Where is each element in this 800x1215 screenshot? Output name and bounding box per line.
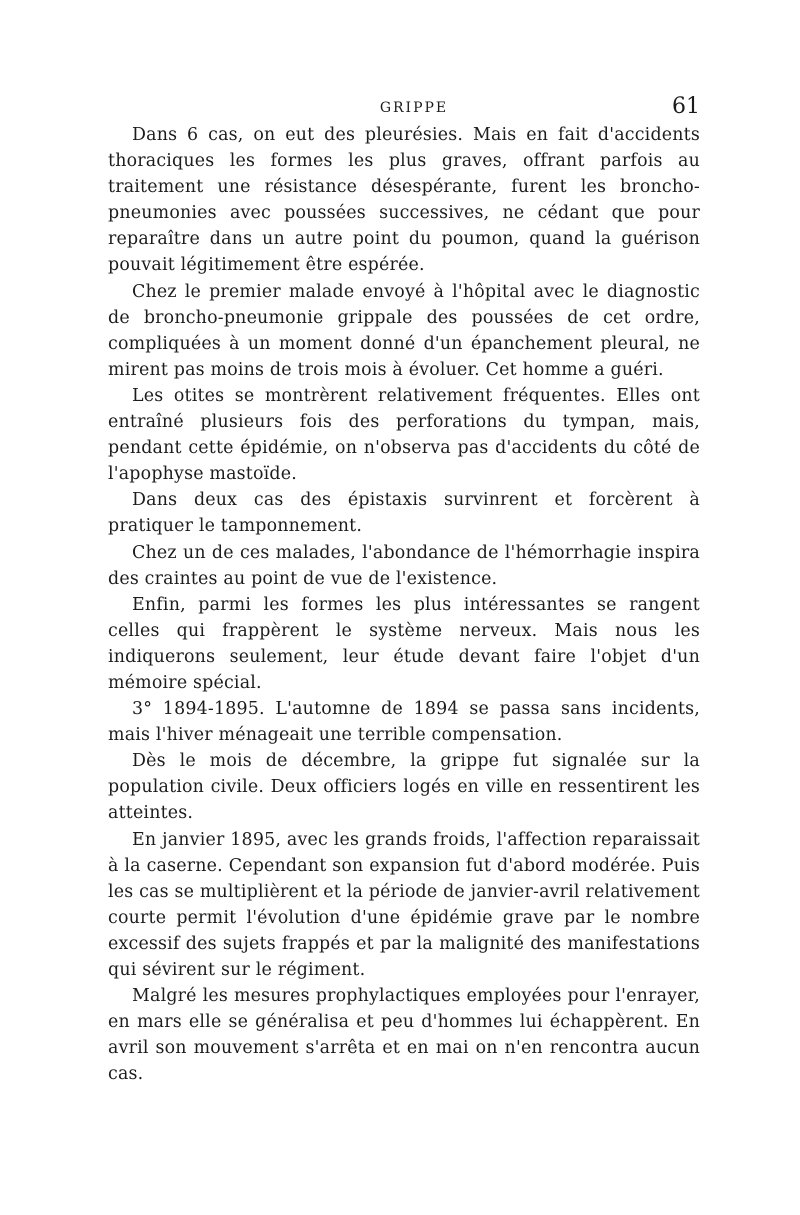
- paragraph: 3° 1894-1895. L'automne de 1894 se passa sans incidents, mais l'hiver ménageait une terrible compensation.: [108, 699, 700, 746]
- body-text: [108, 122, 700, 1087]
- paragraph: Malgré les mesures prophylactiques employées pour l'enrayer, en mars elle se généralisa et peu d'hommes lui échappèrent. En avril son mouvement s'arrêta et en mai on n'en rencontra aucun cas.: [108, 986, 700, 1085]
- page-number: 61: [672, 94, 700, 119]
- paragraph: Chez un de ces malades, l'abondance de l'hémorrhagie inspira des craintes au point de vue de l'existence.: [108, 542, 700, 589]
- paragraph: Les otites se montrèrent relativement fréquentes. Elles ont entraîné plusieurs fois des perforations du tympan, mais, pendant cette épidémie, on n'observa pas d'accidents du côté de l'apophyse mastoïde.: [108, 385, 700, 485]
- running-head: [108, 88, 700, 122]
- paragraph: Dès le mois de décembre, la grippe fut signalée sur la population civile. Deux officiers logés en ville en ressentirent les atteintes.: [108, 751, 700, 824]
- book-page: [108, 88, 700, 1087]
- paragraph: Dans 6 cas, on eut des pleurésies. Mais en fait d'accidents thoraciques les formes les plus graves, offrant parfois au traitement une résistance désespérante, furent les broncho-pneumonies avec poussées successives, ne cédant que pour reparaître dans un autre point du poumon, quand la guérison pouvait légitimement être espérée.: [108, 125, 700, 276]
- paragraph: En janvier 1895, avec les grands froids, l'affection reparaissait à la caserne. Cependant son expansion fut d'abord modérée. Puis les cas se multiplièrent et la période de janvier-avril relativement courte permit l'évolution d'une épidémie grave par le nombre excessif des sujets frappés et par la malignité des manifestations qui sévirent sur le régiment.: [108, 829, 700, 980]
- paragraph: Chez le premier malade envoyé à l'hôpital avec le diagnostic de broncho-pneumonie grippale des poussées de cet ordre, compliquées à un moment donné d'un épanchement pleural, ne mirent pas moins de trois mois à évoluer. Cet homme a guéri.: [108, 281, 700, 380]
- paragraph: Dans deux cas des épistaxis survinrent et forcèrent à pratiquer le tamponnement.: [108, 490, 700, 537]
- running-title: GRIPPE: [379, 100, 449, 116]
- paragraph: Enfin, parmi les formes les plus intéressantes se rangent celles qui frappèrent le système nerveux. Mais nous les indiquerons seulement, leur étude devant faire l'objet d'un mémoire spécial.: [108, 594, 700, 693]
